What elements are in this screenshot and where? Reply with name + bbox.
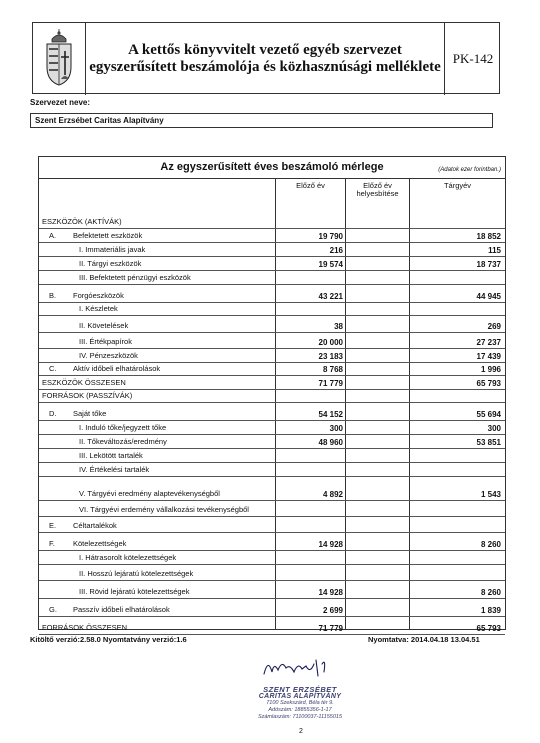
row-code: A. (49, 231, 57, 240)
table-row (39, 349, 505, 363)
row-label: II. Hosszú lejáratú kötelezettségek (79, 569, 194, 578)
row-label: FORRÁSOK (PASSZÍVÁK) (42, 391, 133, 400)
row-label: I. Hátrasorolt kötelezettségek (79, 553, 177, 562)
form-code: PK-142 (452, 51, 494, 66)
form-header (32, 22, 500, 94)
table-row (39, 477, 505, 501)
table-row (39, 533, 505, 551)
table-row (39, 285, 505, 303)
row-label: Aktív időbeli elhatárolások (73, 364, 161, 373)
current-year-value: 269 (487, 322, 501, 331)
table-row (39, 435, 505, 449)
previous-year-value: 2 699 (322, 606, 343, 615)
current-year-value: 65 793 (476, 624, 501, 633)
row-code: C. (49, 364, 57, 373)
stamp-line: Számlaszám: 71100037-11155015 (257, 714, 343, 720)
previous-year-value: 23 183 (318, 352, 343, 361)
form-title-line-2: egyszerűsített beszámolója és közhasznúsági melléklete (89, 59, 441, 75)
previous-year-value: 71 779 (318, 624, 343, 633)
previous-year-value: 54 152 (318, 410, 343, 419)
table-row (39, 333, 505, 349)
current-year-value: 18 852 (476, 232, 501, 241)
table-row (39, 551, 505, 565)
row-label: III. Értékpapírok (79, 337, 132, 346)
column-header-previous-year: Előző év (275, 179, 345, 213)
hungarian-coat-of-arms-icon (43, 29, 75, 87)
table-row (39, 463, 505, 477)
table-row (39, 617, 505, 635)
row-code: G. (49, 605, 57, 614)
row-code: E. (49, 521, 57, 530)
row-label: Kötelezettségek (73, 539, 127, 548)
previous-year-value: 19 790 (318, 232, 343, 241)
table-row (39, 316, 505, 333)
print-timestamp: Nyomtatva: 2014.04.18 13.04.51 (368, 635, 480, 644)
previous-year-value: 300 (329, 424, 343, 433)
balance-sheet-title-bar (39, 157, 505, 179)
table-row (39, 363, 505, 376)
table-row (39, 271, 505, 285)
balance-sheet-rows (39, 213, 505, 635)
organization-label: Szervezet neve: (30, 98, 91, 107)
table-row (39, 449, 505, 463)
organization-name-field: Szent Erzsébet Caritas Alapítvány (30, 113, 493, 128)
handwritten-signature (260, 654, 330, 682)
row-label: II. Tőkeváltozás/eredmény (79, 437, 167, 446)
row-label: Befektetett eszközök (73, 231, 143, 240)
table-row (39, 229, 505, 243)
form-version-info: Kitöltő verzió:2.58.0 Nyomtatvány verzió:1.6 (30, 635, 187, 644)
row-label: Saját tőke (73, 409, 107, 418)
current-year-value: 17 439 (476, 352, 501, 361)
previous-year-value: 8 768 (322, 365, 343, 374)
table-row (39, 599, 505, 617)
table-row (39, 403, 505, 421)
stamp-line: 7100 Szekszárd, Béla tér 9. (266, 700, 334, 706)
previous-year-value: 19 574 (318, 260, 343, 269)
previous-year-value: 216 (329, 246, 343, 255)
row-label: III. Rövid lejáratú kötelezettségek (79, 587, 190, 596)
previous-year-value: 38 (334, 322, 343, 331)
table-row (39, 565, 505, 581)
row-label: Forgóeszközök (73, 291, 124, 300)
table-row (39, 517, 505, 533)
row-code: D. (49, 409, 57, 418)
column-header-prior-corrections: Előző év helyesbítése (345, 179, 409, 213)
row-code: B. (49, 291, 57, 300)
previous-year-value: 43 221 (318, 292, 343, 301)
previous-year-value: 14 928 (318, 540, 343, 549)
row-code: F. (49, 539, 55, 548)
form-title (85, 23, 445, 95)
row-label: ESZKÖZÖK (AKTÍVÁK) (42, 217, 122, 226)
row-label: I. Készletek (79, 304, 118, 313)
current-year-value: 65 793 (476, 379, 501, 388)
previous-year-value: 71 779 (318, 379, 343, 388)
row-label: III. Befektetett pénzügyi eszközök (79, 273, 191, 282)
table-row (39, 581, 505, 599)
table-row (39, 421, 505, 435)
previous-year-value: 48 960 (318, 438, 343, 447)
row-label: V. Tárgyévi eredmény alaptevékenységből (79, 489, 220, 498)
row-label: I. Induló tőke/jegyzett tőke (79, 423, 167, 432)
row-label: Passzív időbeli elhatárolások (73, 605, 170, 614)
current-year-value: 53 851 (476, 438, 501, 447)
current-year-value: 8 260 (480, 540, 501, 549)
page-number: 2 (299, 728, 303, 735)
table-row (39, 257, 505, 271)
table-row (39, 376, 505, 390)
column-header-current-year: Tárgyév (409, 179, 505, 213)
table-row (39, 243, 505, 257)
previous-year-value: 4 892 (322, 490, 343, 499)
stamp-line: SZENT ERZSÉBET (263, 685, 337, 694)
current-year-value: 18 737 (476, 260, 501, 269)
form-title-line-1: A kettős könyvvitelt vezető egyéb szervezet (128, 42, 402, 58)
row-label: IV. Értékelési tartalék (79, 465, 150, 474)
row-label: II. Követelések (79, 321, 129, 330)
current-year-value: 1 543 (480, 490, 501, 499)
row-label: III. Lekötött tartalék (79, 451, 143, 460)
previous-year-value: 14 928 (318, 588, 343, 597)
previous-year-value: 20 000 (318, 338, 343, 347)
row-label: Céltartalékok (73, 521, 117, 530)
current-year-value: 55 694 (476, 410, 501, 419)
table-row (39, 501, 505, 517)
balance-sheet-table (38, 156, 506, 633)
row-label: IV. Pénzeszközök (79, 351, 138, 360)
table-row (39, 390, 505, 403)
table-row (39, 213, 505, 229)
current-year-value: 115 (488, 246, 501, 255)
stamp-line: Adószám: 18855356-1-17 (268, 707, 332, 713)
row-label: ESZKÖZÖK ÖSSZESEN (42, 378, 126, 387)
organization-stamp (240, 686, 360, 721)
stamp-line: CARITAS ALAPÍTVÁNY (258, 693, 342, 700)
table-row (39, 303, 505, 316)
current-year-value: 8 260 (480, 588, 501, 597)
current-year-value: 300 (487, 424, 501, 433)
row-label: II. Tárgyi eszközök (79, 259, 142, 268)
balance-sheet-unit-note: (Adatok ezer forintban.) (438, 167, 501, 173)
balance-sheet-title: Az egyszerűsített éves beszámoló mérlege (160, 161, 384, 173)
current-year-value: 1 996 (480, 365, 501, 374)
current-year-value: 27 237 (476, 338, 501, 347)
row-label: I. Immateriális javak (79, 245, 146, 254)
current-year-value: 1 839 (480, 606, 501, 615)
row-label: FORRÁSOK ÖSSZESEN (42, 623, 128, 632)
current-year-value: 44 945 (476, 292, 501, 301)
row-label: VI. Tárgyévi erdemény vállalkozási tevékenységből (79, 505, 249, 514)
